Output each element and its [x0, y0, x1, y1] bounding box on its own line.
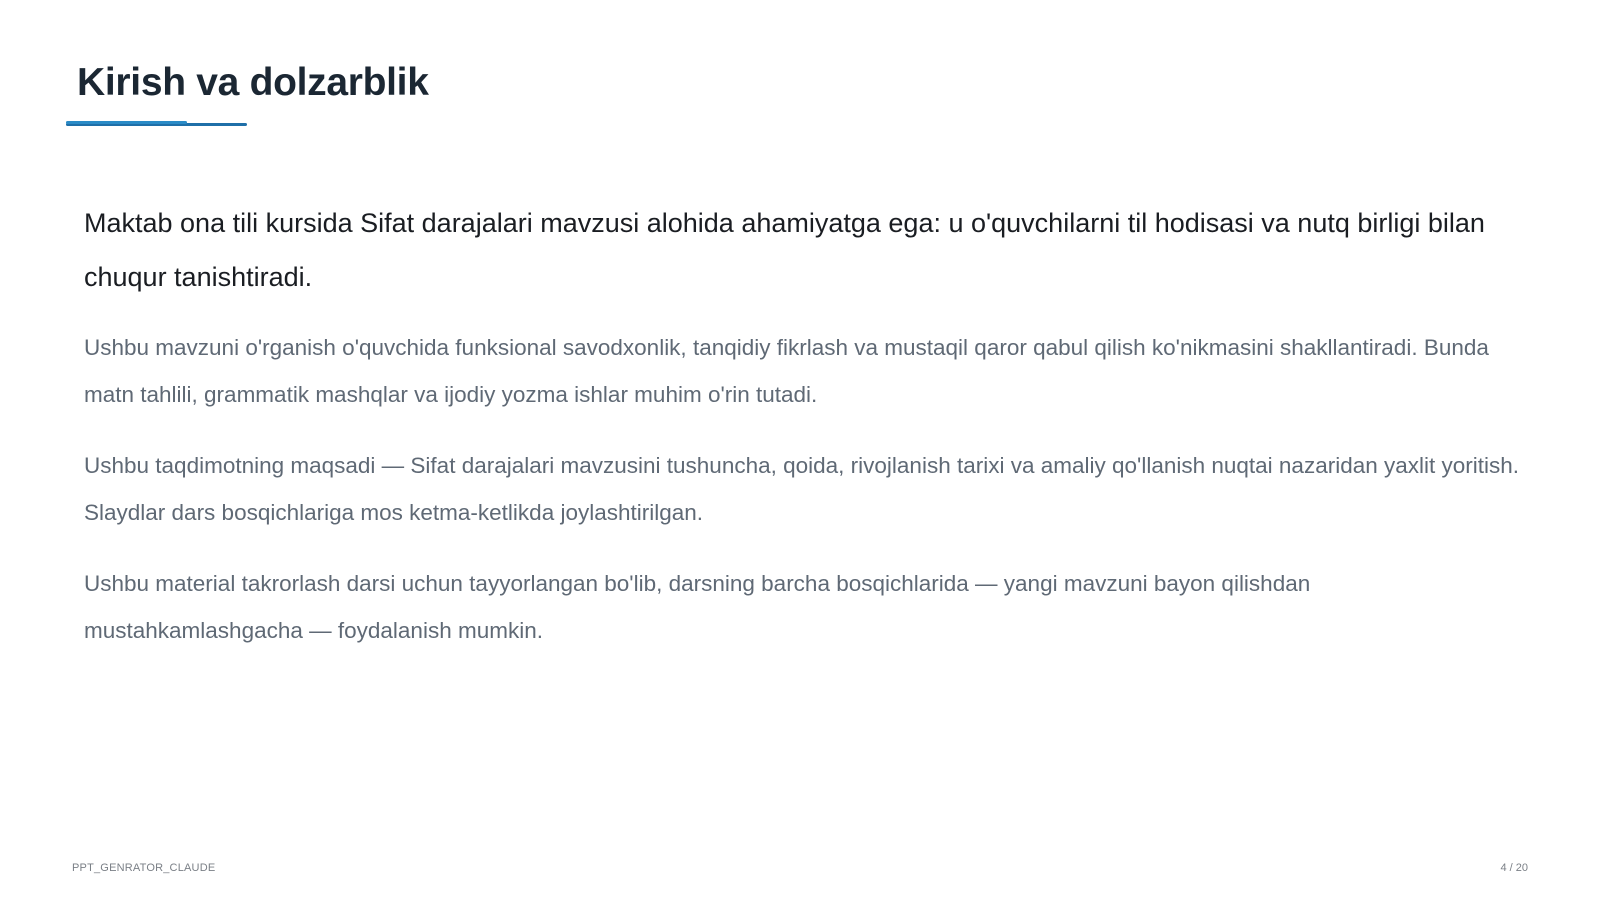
- body-paragraph-2: Ushbu taqdimotning maqsadi — Sifat darajalari mavzusini tushuncha, qoida, rivojlanish tarixi va amaliy qo'llanish nuqtai nazaridan yaxlit yoritish. Slaydlar dars bosqichlariga mos ketma-ketlikda joylashtirilgan.: [84, 453, 1520, 525]
- slide-title: Kirish va dolzarblik: [77, 61, 429, 104]
- body-paragraph-1: Ushbu mavzuni o'rganish o'quvchida funksional savodxonlik, tanqidiy fikrlash va mustaqil qaror qabul qilish ko'nikmasini shakllantiradi. Bunda matn tahlili, grammatik mashqlar va ijodiy yozma ishlar muhim o'rin tutadi.: [84, 335, 1489, 407]
- slide-content: [84, 196, 1524, 678]
- body-paragraph-3: Ushbu material takrorlash darsi uchun tayyorlangan bo'lib, darsning barcha bosqichlarida — yangi mavzuni bayon qilishdan mustahkamlashgacha — foydalanish mumkin.: [84, 571, 1311, 643]
- lead-paragraph: Maktab ona tili kursida Sifat darajalari mavzusi alohida ahamiyatga ega: u o'quvchilarni til hodisasi va nutq birligi bilan chuqur tanishtiradi.: [84, 208, 1485, 292]
- footer-brand: PPT_GENRATOR_CLAUDE: [72, 862, 216, 874]
- title-underline: [66, 123, 247, 126]
- page-indicator: 4 / 20: [1500, 862, 1528, 874]
